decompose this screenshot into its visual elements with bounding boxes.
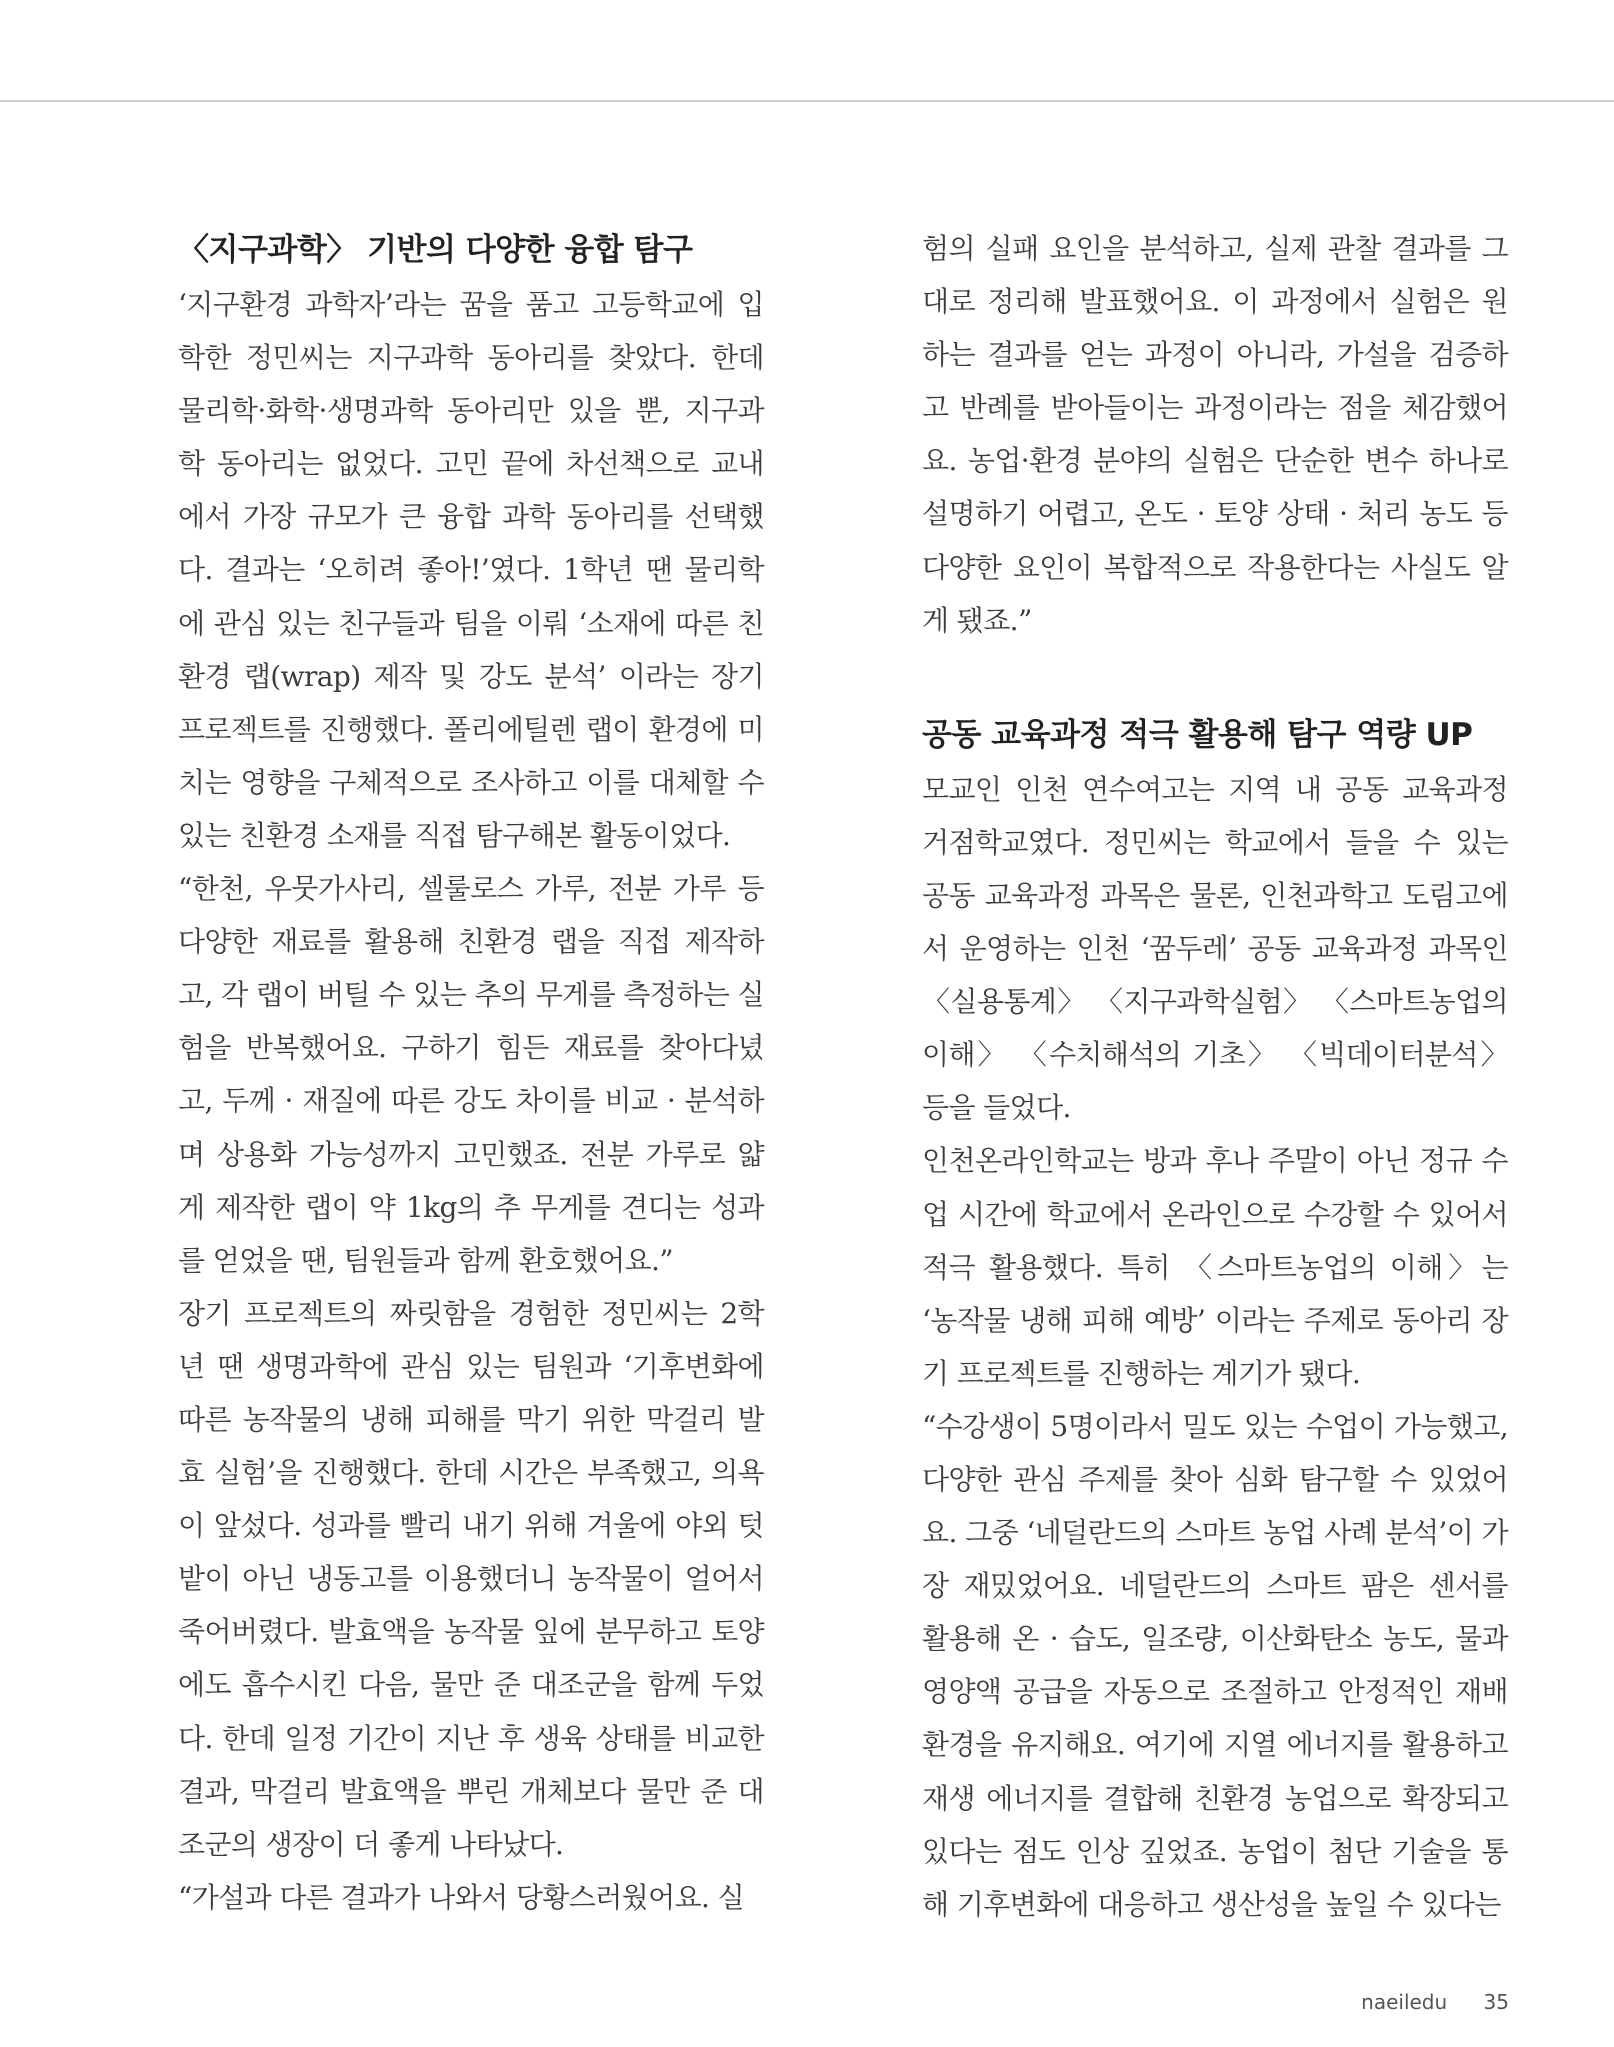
section-gap	[922, 647, 1508, 707]
top-divider	[0, 100, 1614, 102]
left-column	[178, 222, 764, 1924]
paragraph: “한천, 우뭇가사리, 셀룰로스 가루, 전분 가루 등 다양한 재료를 활용해 친환경 랩을 직접 제작하고, 각 랩이 버틸 수 있는 추의 무게를 측정하는 실험을 반복했어요. 구하기 힘든 재료를 찾아다녔고, 두께 · 재질에 따른 강도 차이를 비교 · 분석하며 상용화 가능성까지 고민했죠. 전분 가루로 얇게 제작한 랩이 약 1kg의 추 무게를 견디는 성과를 얻었을 땐, 팀원들과 함께 환호했어요.”	[178, 872, 764, 1277]
section-heading-curriculum: 공동 교육과정 적극 활용해 탐구 역량 UP	[922, 716, 1473, 753]
publication-name: naeiledu	[1361, 1990, 1448, 2014]
page-number: 35	[1483, 1990, 1509, 2014]
paragraph: 험의 실패 요인을 분석하고, 실제 관찰 결과를 그대로 정리해 발표했어요. 이 과정에서 실험은 원하는 결과를 얻는 과정이 아니라, 가설을 검증하고 반례를 받아들이는 과정이라는 점을 체감했어요. 농업·환경 분야의 실험은 단순한 변수 하나로 설명하기 어렵고, 온도 · 토양 상태 · 처리 농도 등 다양한 요인이 복합적으로 작용한다는 사실도 알게 됐죠.”	[922, 232, 1508, 637]
paragraph: “수강생이 5명이라서 밀도 있는 수업이 가능했고, 다양한 관심 주제를 찾아 심화 탐구할 수 있었어요. 그중 ‘네덜란드의 스마트 농업 사례 분석’이 가장 재밌었어요. 네덜란드의 스마트 팜은 센서를 활용해 온 · 습도, 일조량, 이산화탄소 농도, 물과 영양액 공급을 자동으로 조절하고 안정적인 재배 환경을 유지해요. 여기에 지열 에너지를 활용하고 재생 에너지를 결합해 친환경 농업으로 확장되고 있다는 점도 인상 깊었죠. 농업이 첨단 기술을 통해 기후변화에 대응하고 생산성을 높일 수 있다는	[922, 1409, 1508, 1921]
paragraph: “가설과 다른 결과가 나와서 당황스러웠어요. 실	[178, 1880, 745, 1914]
paragraph: ‘지구환경 과학자’라는 꿈을 품고 고등학교에 입학한 정민씨는 지구과학 동아리를 찾았다. 한데 물리학·화학·생명과학 동아리만 있을 뿐, 지구과학 동아리는 없었다. 고민 끝에 차선책으로 교내에서 가장 규모가 큰 융합 과학 동아리를 선택했다. 결과는 ‘오히려 좋아!’였다. 1학년 땐 물리학에 관심 있는 친구들과 팀을 이뤄 ‘소재에 따른 친환경 랩(wrap) 제작 및 강도 분석’ 이라는 장기 프로젝트를 진행했다. 폴리에틸렌 랩이 환경에 미치는 영향을 구체적으로 조사하고 이를 대체할 수 있는 친환경 소재를 직접 탐구해본 활동이었다.	[178, 288, 764, 852]
section-heading-earth-science: 〈지구과학〉 기반의 다양한 융합 탐구	[178, 232, 693, 268]
paragraph: 인천온라인학교는 방과 후나 주말이 아닌 정규 수업 시간에 학교에서 온라인으로 수강할 수 있어서 적극 활용했다. 특히 〈스마트농업의 이해〉는 ‘농작물 냉해 피해 예방’ 이라는 주제로 동아리 장기 프로젝트를 진행하는 계기가 됐다.	[922, 1144, 1508, 1390]
page-footer	[1361, 1990, 1509, 2014]
right-column	[922, 222, 1508, 1931]
paragraph: 모교인 인천 연수여고는 지역 내 공동 교육과정 거점학교였다. 정민씨는 학교에서 들을 수 있는 공동 교육과정 과목은 물론, 인천과학고 도림고에서 운영하는 인천 ‘꿈두레’ 공동 교육과정 과목인 〈실용통계〉 〈지구과학실험〉 〈스마트농업의 이해〉 〈수치해석의 기초〉 〈빅데이터분석〉 등을 들었다.	[922, 772, 1508, 1125]
paragraph: 장기 프로젝트의 짜릿함을 경험한 정민씨는 2학년 땐 생명과학에 관심 있는 팀원과 ‘기후변화에 따른 농작물의 냉해 피해를 막기 위한 막걸리 발효 실험’을 진행했다. 한데 시간은 부족했고, 의욕이 앞섰다. 성과를 빨리 내기 위해 겨울에 야외 텃밭이 아닌 냉동고를 이용했더니 농작물이 얼어서 죽어버렸다. 발효액을 농작물 잎에 분무하고 토양에도 흡수시킨 다음, 물만 준 대조군을 함께 두었다. 한데 일정 기간이 지난 후 생육 상태를 비교한 결과, 막걸리 발효액을 뿌린 개체보다 물만 준 대조군의 생장이 더 좋게 나타났다.	[178, 1296, 764, 1861]
